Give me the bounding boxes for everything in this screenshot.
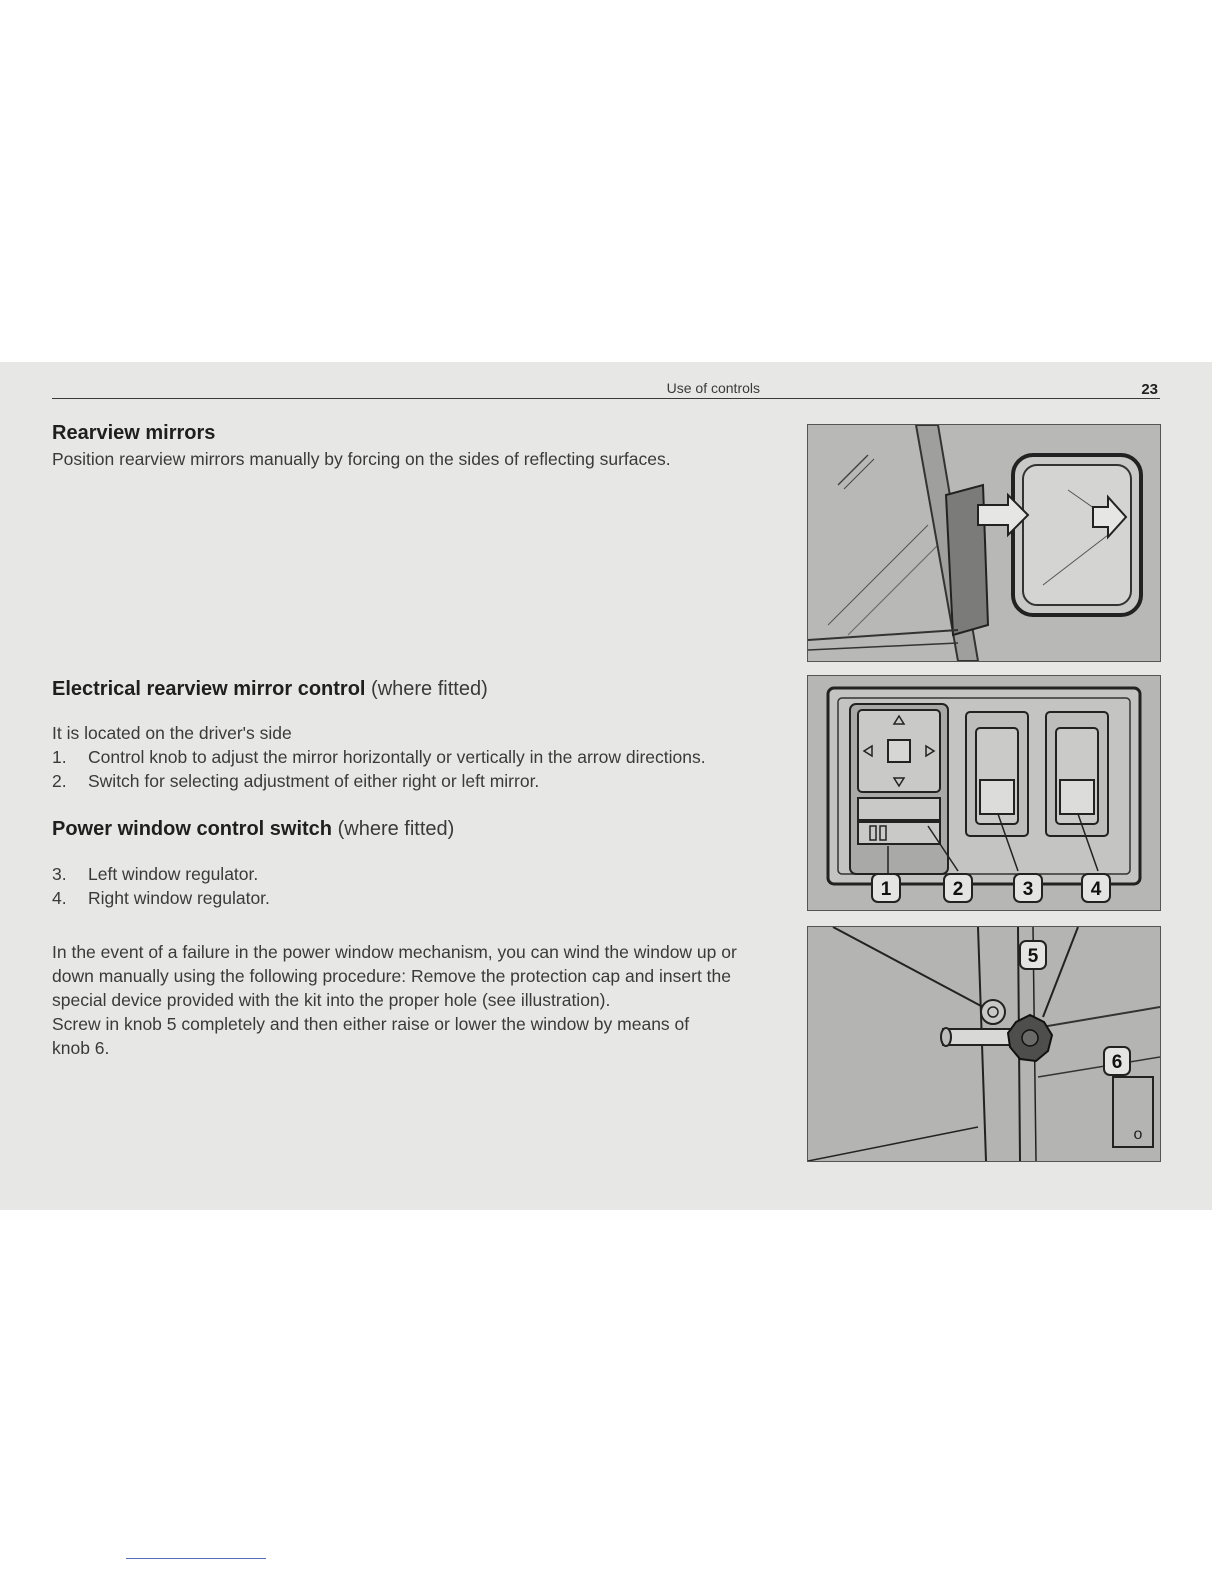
callout-1 <box>872 874 900 902</box>
electrical-mirror-list <box>52 745 706 793</box>
electrical-mirror-suffix: (where fitted) <box>371 678 488 700</box>
svg-text:4: 4 <box>1090 879 1102 900</box>
list-item: 1. Control knob to adjust the mirror horizontally or vertically in the arrow directions. <box>52 747 706 767</box>
list-item: 4. Right window regulator. <box>52 888 270 908</box>
power-window-heading <box>52 818 454 841</box>
list-item: 3. Left window regulator. <box>52 864 259 884</box>
rearview-mirrors-heading: Rearview mirrors <box>52 422 216 444</box>
power-window-suffix: (where fitted) <box>337 818 455 840</box>
svg-text:o: o <box>1133 1126 1143 1143</box>
header-divider <box>52 398 1160 399</box>
switch-panel-illustration <box>807 675 1161 911</box>
footer-rule <box>126 1558 266 1559</box>
rearview-mirrors-text: Position rearview mirrors manually by forcing on the sides of reflecting surfaces. <box>52 449 671 469</box>
electrical-mirror-title: Electrical rearview mirror control <box>52 678 366 700</box>
list-item: 2. Switch for selecting adjustment of either right or left mirror. <box>52 771 540 791</box>
page-number: 23 <box>1141 381 1158 398</box>
svg-text:6: 6 <box>1111 1052 1123 1073</box>
callout-3 <box>1014 874 1042 902</box>
section-label: Use of controls <box>666 380 760 396</box>
svg-text:1: 1 <box>880 879 892 900</box>
callout-5 <box>1020 941 1046 969</box>
window-knob-illustration <box>807 926 1161 1162</box>
svg-text:2: 2 <box>952 879 964 900</box>
callout-6 <box>1104 1047 1130 1075</box>
electrical-mirror-intro: It is located on the driver's side <box>52 723 292 743</box>
electrical-mirror-heading <box>52 678 488 701</box>
mirror-illustration <box>807 424 1161 662</box>
svg-text:3: 3 <box>1022 879 1034 900</box>
power-window-list <box>52 862 270 910</box>
failure-paragraph: In the event of a failure in the power window mechanism, you can wind the window up or down manually using the following procedure: Remove the protection cap and insert the special device provided with the kit into the proper hole (see illustration). Screw in knob 5 completely and then either raise or lower the window by means of knob 6. <box>52 942 737 1058</box>
callout-4 <box>1082 874 1110 902</box>
callout-2 <box>944 874 972 902</box>
svg-text:5: 5 <box>1027 946 1039 967</box>
power-window-title: Power window control switch <box>52 818 333 840</box>
